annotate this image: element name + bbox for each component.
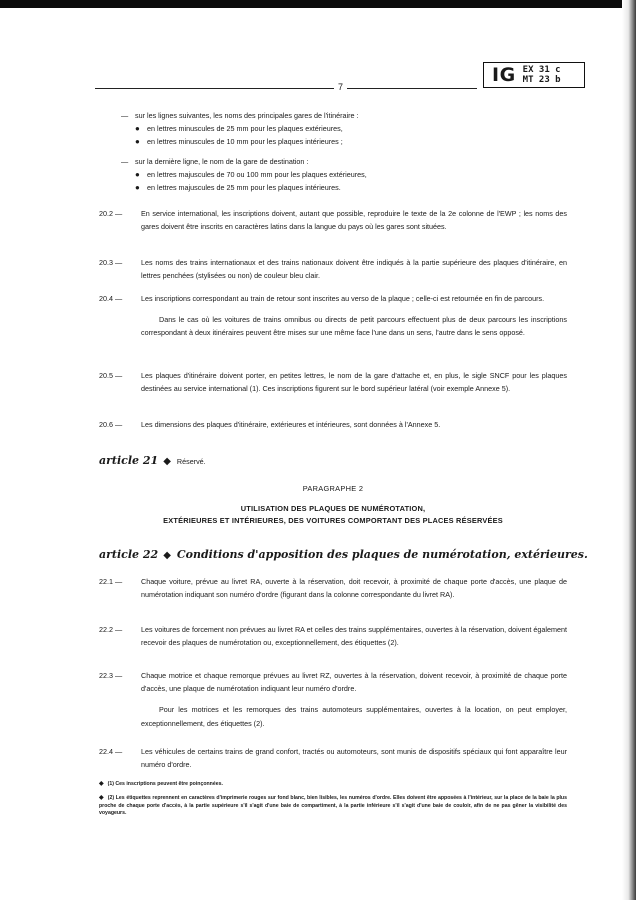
article-21-heading: article 21 ◆ Réservé. [99,454,206,467]
bullet-icon: ● [135,183,140,193]
list-dash-item: — sur la dernière ligne, le nom de la gare de destination : [121,156,309,166]
bullet-icon: ● [135,169,140,179]
diamond-icon: ◆ [99,781,104,787]
bullet-icon: ● [135,124,140,134]
bullet-icon: ● [135,137,140,147]
paragraph-22-2: 22.2 — Les voitures de forcement non prévues au livret RA et celles des trains supplémentaires, ouvertes à la réservation, doivent également recevoir des plaques de numérotation ou, exceptionnellement, des étiquettes (2). [99,625,567,648]
page-number: 7 [334,82,347,92]
diamond-icon: ◆ [163,456,171,467]
scan-edge-right [622,0,636,900]
paragraph-20-2: 20.2 — En service international, les inscriptions doivent, autant que possible, reproduire le texte de la 2e colonne de l'EWP ; les noms des gares doivent être inscrits en caractères latins dans la langue du pays où les gares sont situées. [99,209,567,232]
ref-codes [523,65,561,85]
paragraph-22-1: 22.1 — Chaque voiture, prévue au livret RA, ouverte à la réservation, doit recevoir, à proximité de chaque porte d'accès, une plaque de numérotation indiquant son numéro d'ordre (figurant dans la colonne correspondante du livret RA). [99,577,567,600]
header-rule [95,88,477,89]
article-22-heading: article 22 ◆ Conditions d'apposition des plaques de numérotation, extérieures. [99,548,588,561]
footnote-1: ◆ (1) Ces inscriptions peuvent être poinçonnées. [99,781,223,787]
paragraph-20-4: 20.4 — Les inscriptions correspondant au train de retour sont inscrites au verso de la plaque ; celle-ci est retournée en fin de parcours. Dans le cas où les voitures de trains omnibus ou directs de petit parcours effectuent plus de deux parcours les inscriptions correspondant à deux itinéraires peuvent être mises sur une même face l'une dans un sens, l'autre dans le sens opposé. [99,294,567,338]
document-reference-box [483,62,585,88]
list-dash-item: — sur les lignes suivantes, les noms des principales gares de l'itinéraire : [121,111,359,120]
paragraph-20-6: 20.6 — Les dimensions des plaques d'itinéraire, extérieures et intérieures, sont données à l'Annexe 5. [99,420,441,429]
intro-list [121,109,571,194]
section-title: UTILISATION DES PLAQUES DE NUMÉROTATION, EXTÉRIEURES ET INTÉRIEURES, DES VOITURES COMPORTANT DES PLACES RÉSERVÉES [163,504,503,525]
paragraph-22-3: 22.3 — Chaque motrice et chaque remorque prévues au livret RZ, ouvertes à la réservation, doivent recevoir, à proximité de chaque porte d'accès, une plaque de numérotation indiquant leur numéro d'ordre. Pour les motrices et les remorques des trains automoteurs supplémentaires, ouvertes à la location, on peut employer, exceptionnellement, des étiquettes (2). [99,671,567,728]
ref-code-2: MT 23 b [522,75,561,85]
list-bullet-item: ● en lettres majuscules de 25 mm pour les plaques intérieures. [121,181,571,194]
list-bullet-item: ● en lettres minuscules de 10 mm pour les plaques intérieures ; [121,135,571,148]
diamond-icon: ◆ [99,795,104,801]
list-bullet-item: ● en lettres minuscules de 25 mm pour les plaques extérieures, [121,122,571,135]
paragraph-20-5: 20.5 — Les plaques d'itinéraire doivent porter, en petites lettres, le nom de la gare d'attache et, en plus, le sigle SNCF pour les plaques destinées au service international (1). Ces inscriptions figurent sur le bord supérieur latéral (voir exemple Annexe 5). [99,371,567,394]
paragraphe-2-title: PARAGRAPHE 2 [302,484,364,493]
ref-ig: IG [492,64,516,86]
diamond-icon: ◆ [163,550,171,561]
list-bullet-item: ● en lettres majuscules de 70 ou 100 mm pour les plaques extérieures, [121,168,571,181]
ref-code-1: EX 31 c [522,65,561,75]
paragraph-20-3: 20.3 — Les noms des trains internationaux et des trains nationaux doivent être indiqués à la partie supérieure des plaques d'itinéraire, en lettres penchées (stylisées ou non) de couleur bleu clair. [99,258,567,281]
footnote-2: ◆ (2) Les étiquettes reprennent en caractères d'imprimerie rouges sur fond blanc, bien lisibles, les numéros d'ordre. Elles doivent être apposées à l'intérieur, sur la place de la baie la plus proche de chaque porte d'accès, à la partie supérieure s'il s'agit d'une baie de compartiment, à la partie inférieure s'il s'agit d'une baie de couloir, afin de ne pas gêner la visibilité des voyageurs. [99,795,567,817]
paragraph-22-4: 22.4 — Les véhicules de certains trains de grand confort, tractés ou automoteurs, sont munis de dispositifs spéciaux qui font apparaître leur numéro d'ordre. [99,747,567,770]
